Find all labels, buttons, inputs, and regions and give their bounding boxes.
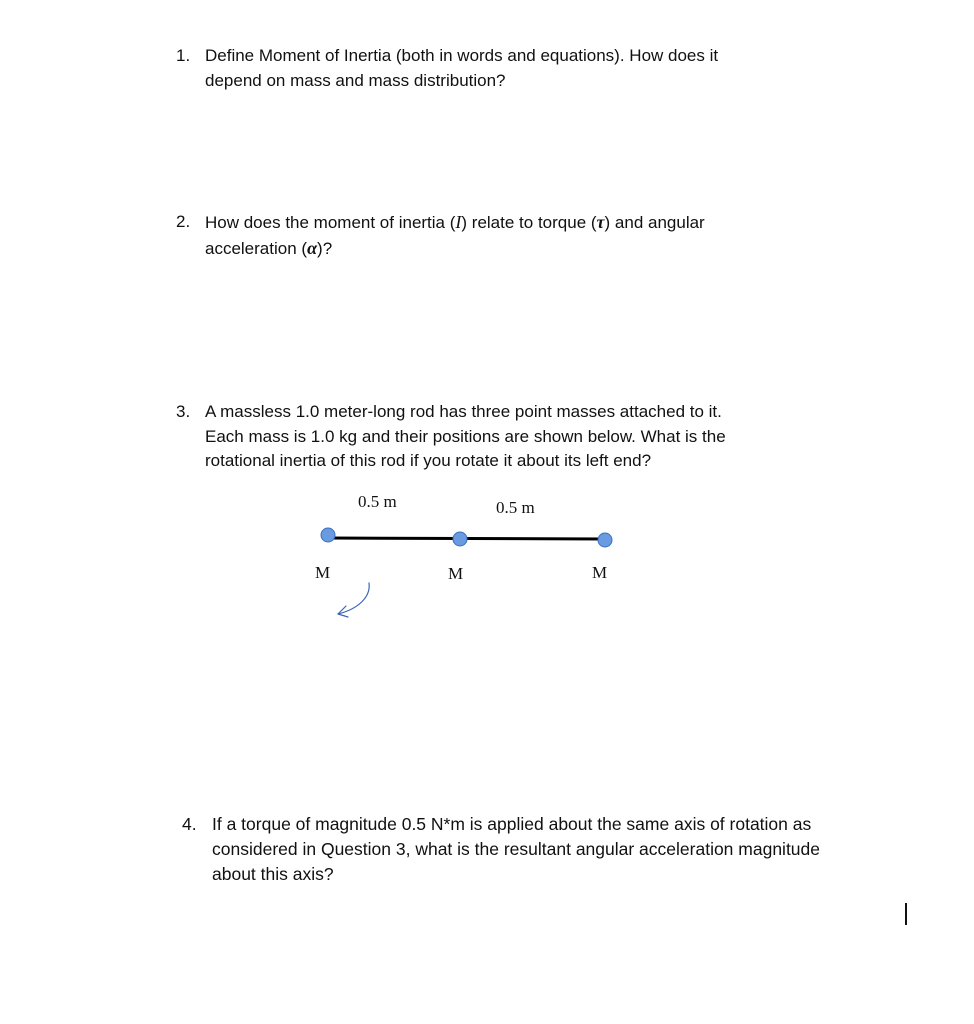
- question-2-text-c: ) and angular: [604, 213, 705, 232]
- question-1-line-1: Define Moment of Inertia (both in words and equations). How does it: [205, 46, 719, 65]
- question-3-line-2: Each mass is 1.0 kg and their positions are shown below. What is the: [205, 426, 726, 446]
- point-mass-right: [598, 533, 612, 547]
- mass-label-right: M: [592, 563, 608, 582]
- question-3: [176, 400, 726, 474]
- question-2-text: [205, 210, 705, 261]
- segment-label-right: 0.5 m: [496, 498, 535, 517]
- massless-rod: [328, 538, 605, 539]
- torque-symbol: τ: [596, 212, 605, 232]
- mass-label-left: M: [315, 563, 331, 582]
- mass-label-middle: M: [448, 564, 464, 583]
- question-2-line-2: [205, 236, 705, 262]
- inertia-symbol: I: [455, 212, 462, 232]
- question-2-text-e: )?: [317, 238, 333, 258]
- question-4-line-3: about this axis?: [212, 864, 334, 884]
- question-1-number: 1.: [176, 46, 191, 65]
- question-4-number: 4.: [182, 814, 197, 834]
- question-4-text: [212, 812, 820, 887]
- question-4-line-1: If a torque of magnitude 0.5 N*m is applied about the same axis of rotation as: [212, 814, 812, 834]
- question-3-text: [205, 400, 726, 474]
- question-4: [182, 812, 820, 887]
- point-mass-middle: [453, 532, 467, 546]
- question-1: [176, 44, 718, 93]
- angular-acceleration-symbol: α: [307, 237, 318, 258]
- segment-label-left: 0.5 m: [358, 492, 397, 511]
- question-1-text: [205, 44, 718, 93]
- question-3-line-1: A massless 1.0 meter-long rod has three point masses attached to it.: [205, 402, 722, 421]
- text-cursor: [905, 903, 907, 925]
- question-3-line-3: rotational inertia of this rod if you rotate it about its left end?: [205, 451, 652, 470]
- point-mass-left: [321, 528, 335, 542]
- question-4-line-2: considered in Question 3, what is the resultant angular acceleration magnitude: [212, 839, 821, 859]
- question-2-text-d: acceleration (: [205, 238, 308, 258]
- question-1-line-2: depend on mass and mass distribution?: [205, 70, 506, 90]
- question-3-number: 3.: [176, 402, 191, 421]
- question-2-number: 2.: [176, 212, 191, 231]
- question-2-text-a: How does the moment of inertia (: [205, 213, 456, 232]
- question-2: [176, 210, 705, 261]
- question-2-line-1: [205, 210, 705, 236]
- rotation-arrow-icon: [338, 583, 369, 617]
- question-2-text-b: ) relate to torque (: [461, 213, 597, 232]
